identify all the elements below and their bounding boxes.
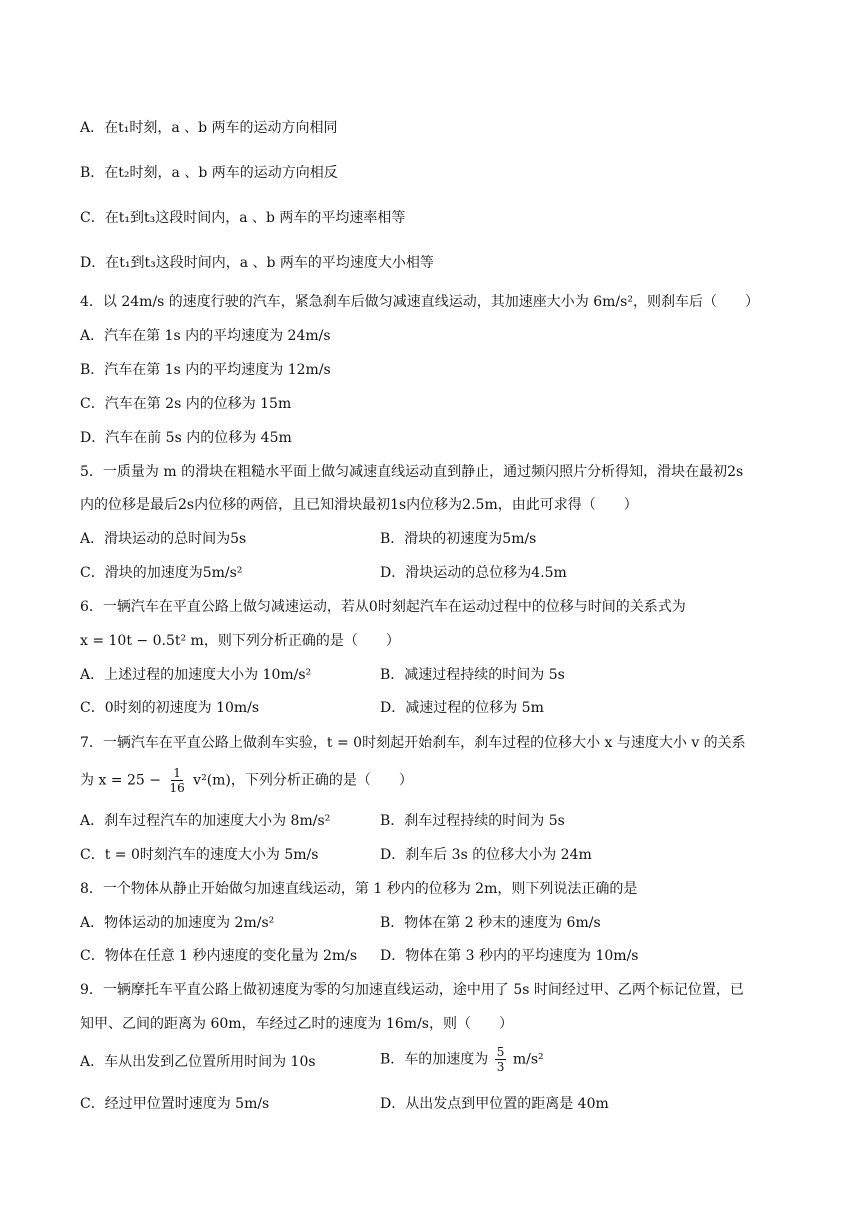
q7-option-a: A．刹车过程汽车的加速度大小为 8m/s² <box>80 813 331 829</box>
q8-option-a: A．物体运动的加速度为 2m/s² <box>80 915 275 931</box>
q5-option-c: C．滑块的加速度为5m/s² <box>80 565 243 581</box>
q7-option-d: D．刹车后 3s 的位移大小为 24m <box>380 847 592 863</box>
q9-option-b <box>380 1045 544 1074</box>
q5-option-a: A．滑块运动的总时间为5s <box>80 531 247 547</box>
q6-option-b: B．减速过程持续的时间为 5s <box>380 667 565 683</box>
q3-option-d: D．在t₁到t₃这段时间内，a 、b 两车的平均速度大小相等 <box>80 255 434 271</box>
q6-stem-line2: x = 10t − 0.5t² m，则下列分析正确的是（ ） <box>80 633 400 649</box>
q9-option-b-suffix: m/s² <box>512 1051 544 1068</box>
q7-fraction-denominator: 16 <box>169 781 185 795</box>
q7-stem-line2 <box>80 766 413 795</box>
q4-option-a: A．汽车在第 1s 内的平均速度为 24m/s <box>80 328 331 344</box>
q7-stem-line1: 7．一辆汽车在平直公路上做刹车实验，t = 0时刻起开始刹车，刹车过程的位移大小 x 与速度大小 v 的关系 <box>80 735 746 751</box>
q3-option-b: B．在t₂时刻，a 、b 两车的运动方向相反 <box>80 165 338 181</box>
q9-stem-line1: 9．一辆摩托车平直公路上做初速度为零的匀加速直线运动，途中用了 5s 时间经过甲、乙两个标记位置，已 <box>80 982 744 998</box>
q7-fraction-numerator: 1 <box>173 766 181 780</box>
q7-option-c: C．t = 0时刻汽车的速度大小为 5m/s <box>80 847 319 863</box>
q7-fraction <box>167 766 186 795</box>
q5-option-d: D．滑块运动的总位移为4.5m <box>380 565 567 581</box>
q9-option-c: C．经过甲位置时速度为 5m/s <box>80 1096 270 1112</box>
q9-option-a: A．车从出发到乙位置所用时间为 10s <box>80 1054 316 1070</box>
q9-stem-line2: 知甲、乙间的距离为 60m，车经过乙时的速度为 16m/s，则（ ） <box>80 1016 513 1032</box>
q4-stem: 4．以 24m/s 的速度行驶的汽车，紧急刹车后做匀减速直线运动，其加速座大小为 6m/s²，则刹车后（ ） <box>80 294 759 310</box>
q6-option-a: A．上述过程的加速度大小为 10m/s² <box>80 667 312 683</box>
q7-option-b: B．刹车过程持续的时间为 5s <box>380 813 565 829</box>
q3-option-a: A．在t₁时刻，a 、b 两车的运动方向相同 <box>80 120 338 136</box>
q5-stem-line2: 内的位移是最后2s内位移的两倍，且已知滑块最初1s内位移为2.5m，由此可求得（ ） <box>80 497 638 513</box>
q7-formula-suffix: v²(m)，下列分析正确的是（ ） <box>193 772 413 789</box>
q6-stem-line1: 6．一辆汽车在平直公路上做匀减速运动，若从0时刻起汽车在运动过程中的位移与时间的关系式为 <box>80 599 686 615</box>
q8-option-d: D．物体在第 3 秒内的平均速度为 10m/s <box>380 948 639 964</box>
q6-option-c: C．0时刻的初速度为 10m/s <box>80 700 260 716</box>
q8-option-c: C．物体在任意 1 秒内速度的变化量为 2m/s <box>80 948 358 964</box>
q9-fraction-numerator: 5 <box>496 1045 505 1059</box>
q9-option-b-fraction <box>495 1045 507 1074</box>
q5-option-b: B．滑块的初速度为5m/s <box>380 531 537 547</box>
q9-fraction-denominator: 3 <box>496 1060 505 1074</box>
q3-option-c: C．在t₁到t₃这段时间内，a 、b 两车的平均速率相等 <box>80 210 406 226</box>
q5-stem-line1: 5．一质量为 m 的滑块在粗糙水平面上做匀减速直线运动直到静止，通过频闪照片分析得知，滑块在最初2s <box>80 464 744 480</box>
q4-option-d: D．汽车在前 5s 内的位移为 45m <box>80 430 292 446</box>
q6-option-d: D．减速过程的位移为 5m <box>380 700 544 716</box>
q9-option-d: D．从出发点到甲位置的距离是 40m <box>380 1096 609 1112</box>
q4-option-b: B．汽车在第 1s 内的平均速度为 12m/s <box>80 362 331 378</box>
q7-formula-prefix: 为 x = 25 − <box>80 772 161 789</box>
q9-option-b-prefix: B．车的加速度为 <box>380 1051 489 1068</box>
q8-stem: 8．一个物体从静止开始做匀加速直线运动，第 1 秒内的位移为 2m，则下列说法正确的是 <box>80 881 638 897</box>
q8-option-b: B．物体在第 2 秒末的速度为 6m/s <box>380 915 601 931</box>
q4-option-c: C．汽车在第 2s 内的位移为 15m <box>80 396 292 412</box>
